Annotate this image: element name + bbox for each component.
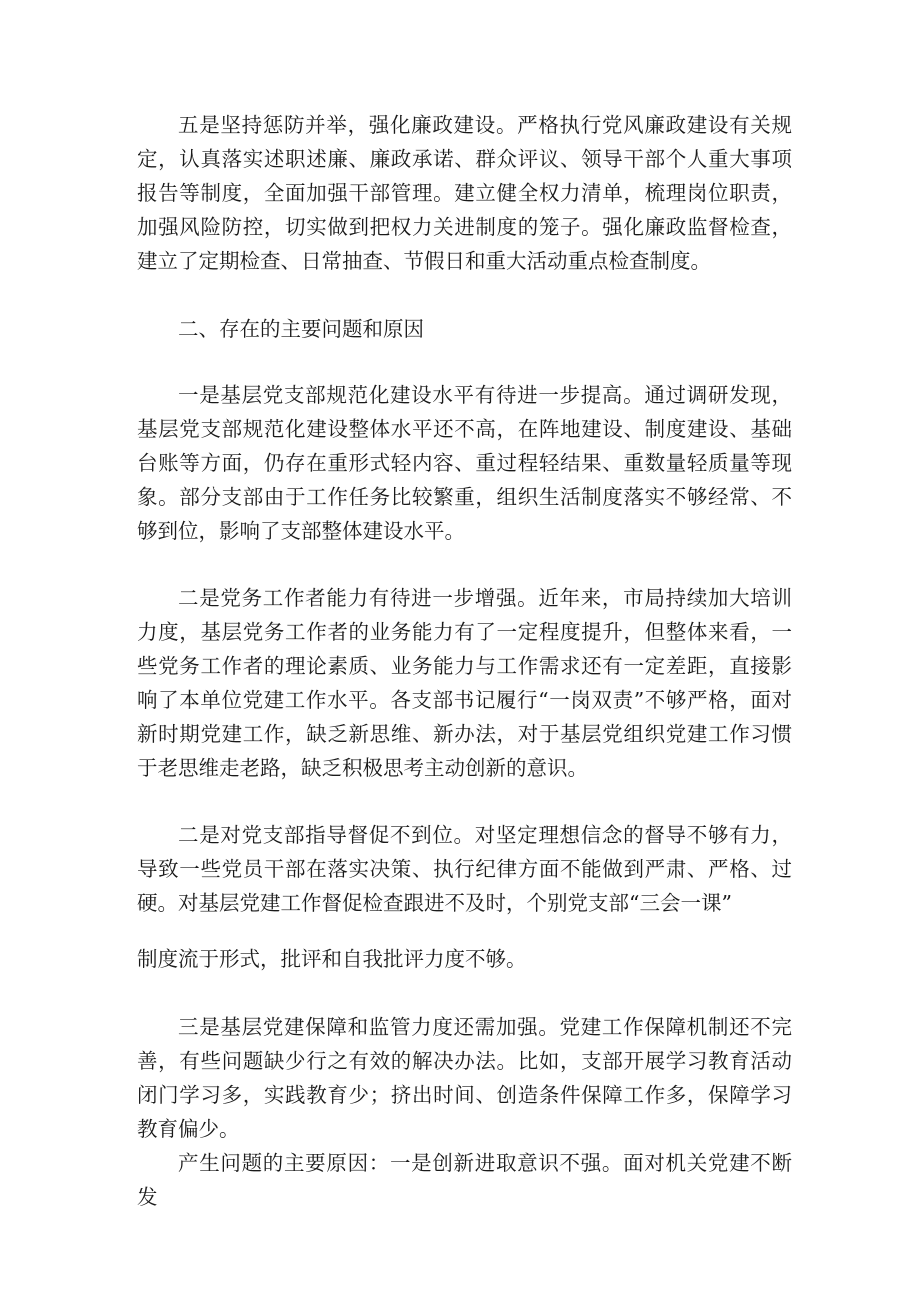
paragraph-party-worker-capability: 二是党务工作者能力有待进一步增强。近年来，市局持续加大培训力度，基层党务工作者的业务能力有了一定程度提升，但整体来看，一些党务工作者的理论素质、业务能力与工作需求还有一定差距，直接影响了本单位党建工作水平。各支部书记履行“一岗双责”不够严格，面对新时期党建工作，缺乏新思维、新办法，对于基层党组织党建工作习惯于老思维走老路，缺乏积极思考主动创新的意识。 <box>137 586 792 780</box>
section-heading-problems-and-causes: 二、存在的主要问题和原因 <box>178 317 424 341</box>
paragraph-anti-corruption: 五是坚持惩防并举，强化廉政建设。严格执行党风廉政建设有关规定，认真落实述职述廉、廉政承诺、群众评议、领导干部个人重大事项报告等制度，全面加强干部管理。建立健全权力清单，梳理岗位职责，加强风险防控，切实做到把权力关进制度的笼子。强化廉政监督检查，建立了定期检查、日常抽查、节假日和重大活动重点检查制度。 <box>137 113 792 273</box>
paragraph-branch-guidance-continued: 制度流于形式，批评和自我批评力度不够。 <box>137 947 527 971</box>
paragraph-branch-standardization: 一是基层党支部规范化建设水平有待进一步提高。通过调研发现，基层党支部规范化建设整体水平还不高，在阵地建设、制度建设、基础台账等方面，仍存在重形式轻内容、重过程轻结果、重数量轻质量等现象。部分支部由于工作任务比较繁重，组织生活制度落实不够经常、不够到位，影响了支部整体建设水平。 <box>137 383 792 543</box>
paragraph-branch-guidance: 二是对党支部指导督促不到位。对坚定理想信念的督导不够有力，导致一些党员干部在落实决策、执行纪律方面不能做到严肃、严格、过硬。对基层党建工作督促检查跟进不及时，个别党支部“三会一课” <box>137 823 792 915</box>
paragraph-main-causes: 产生问题的主要原因：一是创新进取意识不强。面对机关党建不断发 <box>137 1151 792 1209</box>
paragraph-guarantee-supervision: 三是基层党建保障和监管力度还需加强。党建工作保障机制还不完善，有些问题缺少行之有效的解决办法。比如，支部开展学习教育活动闭门学习多，实践教育少；挤出时间、创造条件保障工作多，保障学习教育偏少。 <box>137 1015 792 1141</box>
